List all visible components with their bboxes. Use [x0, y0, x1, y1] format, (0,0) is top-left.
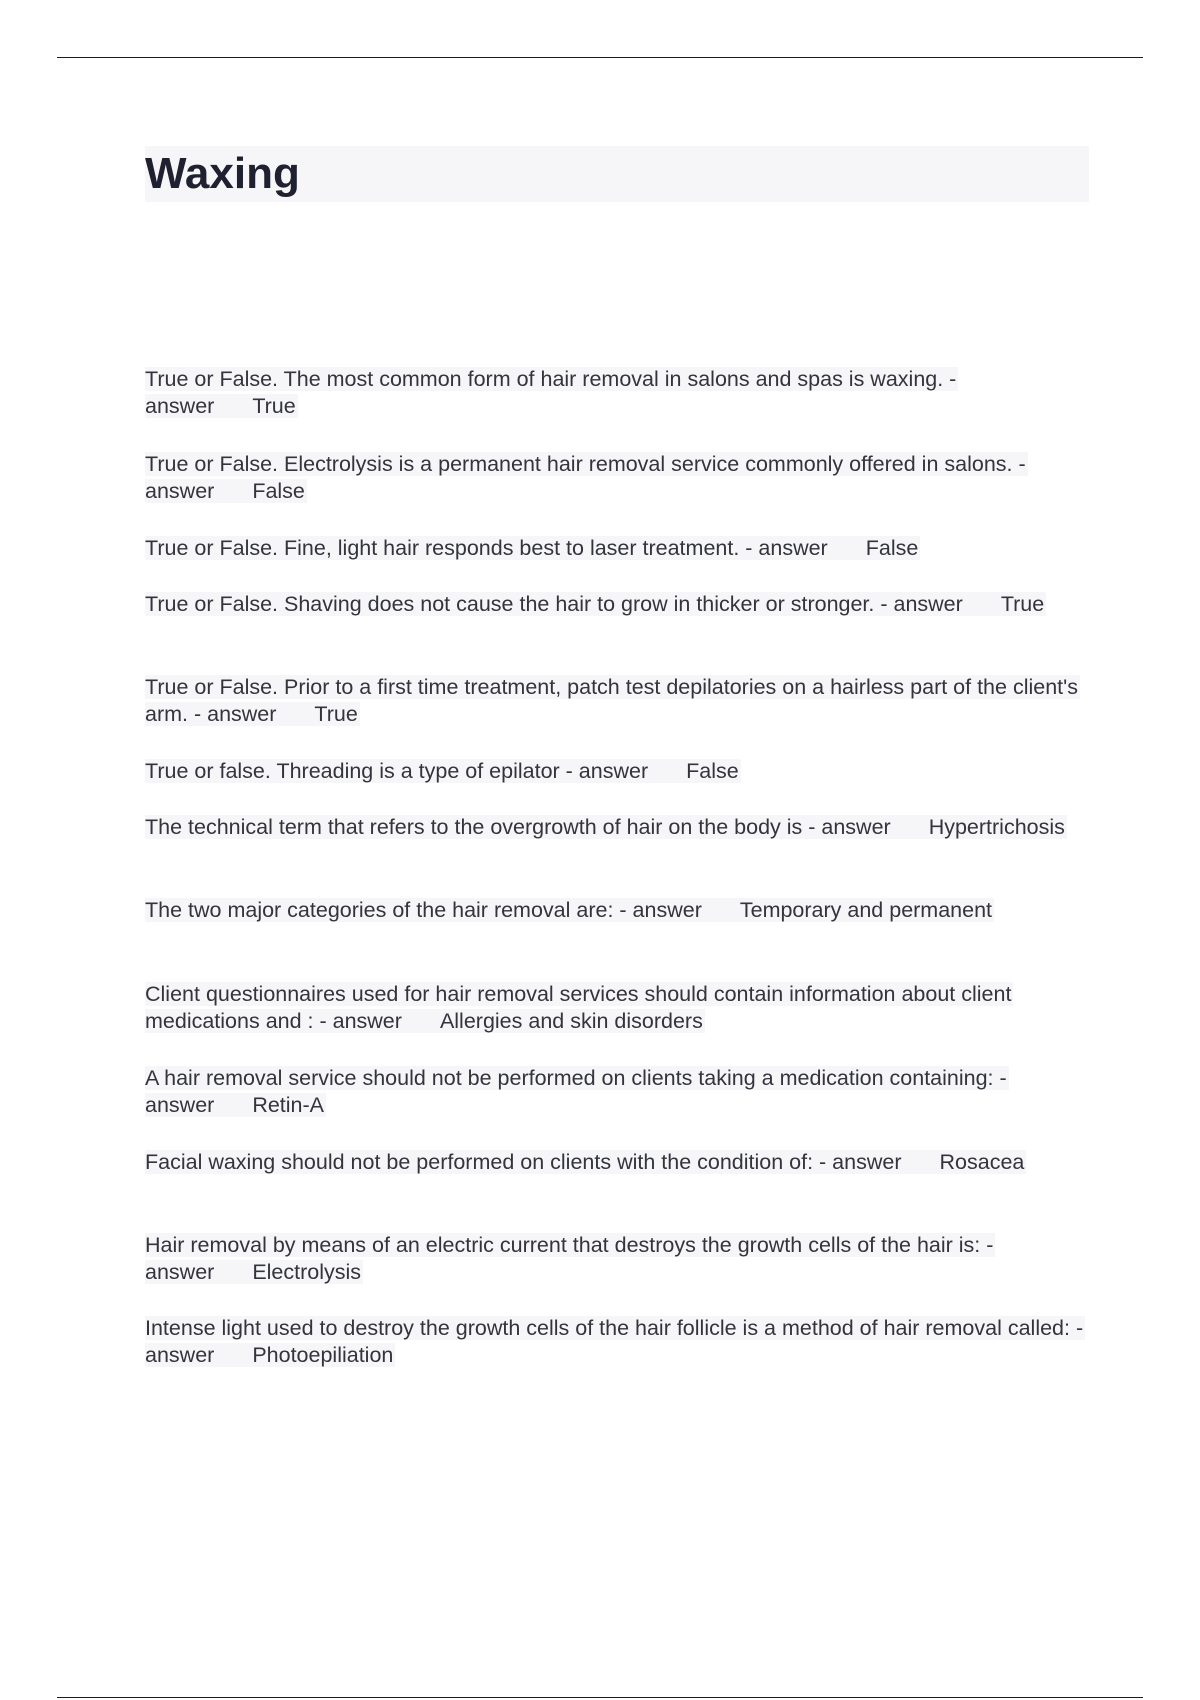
question-text: Client questionnaires used for hair removal services should contain information about client medications and : - answer [145, 982, 1012, 1033]
question-text: Intense light used to destroy the growth cells of the hair follicle is a method of hair removal called: - answer [145, 1316, 1084, 1367]
answer-text: False [252, 479, 305, 503]
answer-text: Temporary and permanent [739, 898, 993, 922]
qa-item [145, 758, 1090, 785]
answer-text: Hypertrichosis [928, 815, 1065, 839]
question-text: True or False. Fine, light hair responds best to laser treatment. - answer [145, 536, 828, 560]
qa-item [145, 981, 1090, 1035]
answer-text: Rosacea [939, 1150, 1025, 1174]
qa-item [145, 1149, 1090, 1176]
question-text: Hair removal by means of an electric current that destroys the growth cells of the hair is: - answer [145, 1233, 994, 1284]
qa-item [145, 1232, 1090, 1286]
qa-item [145, 366, 1090, 420]
question-text: The two major categories of the hair removal are: - answer [145, 898, 702, 922]
qa-item [145, 1065, 1090, 1119]
answer-text: Allergies and skin disorders [439, 1009, 703, 1033]
question-text: A hair removal service should not be performed on clients taking a medication containing: - answer [145, 1066, 1007, 1117]
document-title: Waxing [145, 146, 1089, 202]
answer-text: False [865, 536, 919, 560]
answer-text: Photoepiliation [252, 1343, 394, 1367]
qa-item [145, 451, 1090, 505]
bottom-rule [57, 1697, 1143, 1698]
qa-item [145, 1315, 1090, 1369]
qa-item [145, 814, 1090, 841]
qa-item [145, 897, 1090, 924]
qa-item [145, 591, 1090, 618]
answer-text: Electrolysis [252, 1260, 362, 1284]
question-text: True or False. Electrolysis is a permanent hair removal service commonly offered in salons. - answer [145, 452, 1026, 503]
answer-text: True [252, 394, 296, 418]
answer-text: Retin-A [252, 1093, 325, 1117]
answer-text: False [686, 759, 739, 783]
question-text: Facial waxing should not be performed on clients with the condition of: - answer [145, 1150, 902, 1174]
question-text: True or false. Threading is a type of epilator - answer [145, 759, 649, 783]
qa-item [145, 535, 1090, 562]
question-text: The technical term that refers to the overgrowth of hair on the body is - answer [145, 815, 891, 839]
question-text: True or False. Shaving does not cause the hair to grow in thicker or stronger. - answer [145, 592, 963, 616]
top-rule [57, 57, 1143, 58]
question-text: True or False. Prior to a first time treatment, patch test depilatories on a hairless part of the client's arm. - answer [145, 675, 1078, 726]
qa-item [145, 674, 1090, 728]
answer-text: True [314, 702, 358, 726]
question-text: True or False. The most common form of hair removal in salons and spas is waxing. - answer [145, 367, 957, 418]
answer-text: True [1000, 592, 1045, 616]
